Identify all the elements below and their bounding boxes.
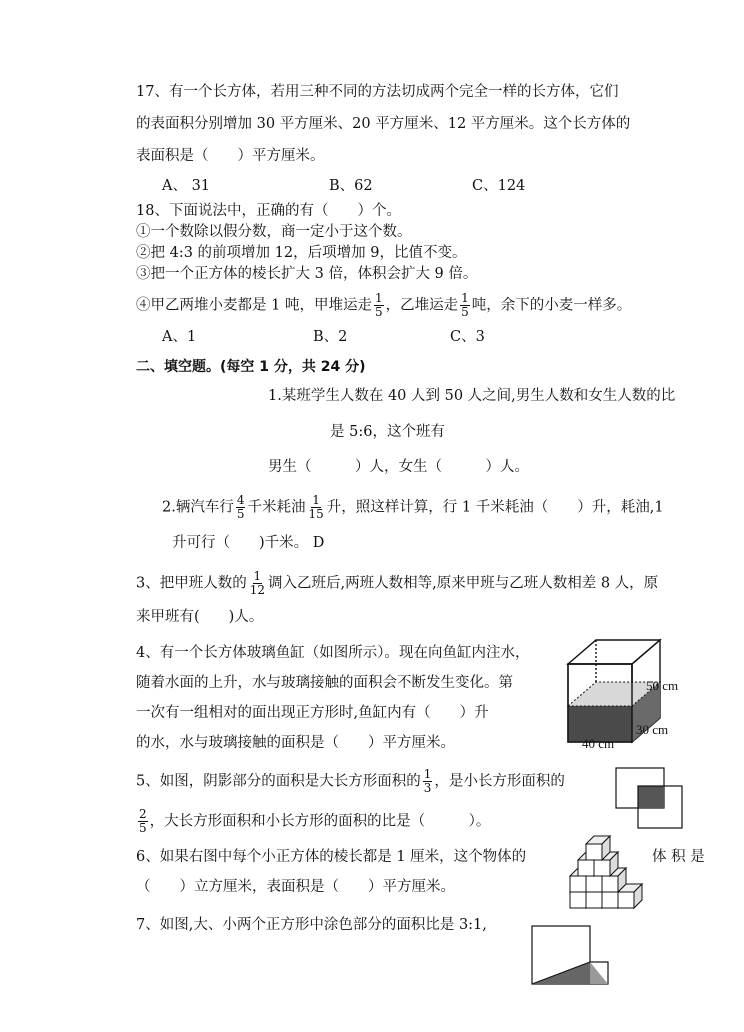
f3-text-b: 调入乙班后,两班人数相等,原来甲班与乙班人数相差 8 人，原 [268,575,659,592]
q18-statement-1: ①一个数除以假分数，商一定小于这个数。 [136,224,412,240]
f6-line1-tail: 体 积 是 [652,849,705,865]
f3-text-a: 3、把甲班人数的 [136,575,247,592]
f5-text-a: 5、如图，阴影部分的面积是大长方形面积的 [136,773,421,790]
f2-fraction-2: $\frac{1}{15}$ [308,493,324,521]
f5-fraction-1: $\frac{1}{3}$ [423,767,432,795]
f7-line1: 7、如图,大、小两个正方形中涂色部分的面积比是 3:1, [136,917,487,933]
tank-height-label: 50 cm [646,678,679,693]
cube-stack-figure [566,830,646,910]
overlapping-rectangles-figure [614,766,684,832]
f1-line3: 男生（ ）人，女生（ ）人。 [268,459,529,475]
q18-s4-text-b: ，乙堆运走 [385,297,459,314]
f5-text-c: ，大长方形面积和小长方形的面积的比是（ ）。 [149,813,491,830]
q18-option-b: B、2 [313,329,348,345]
f6-line1: 6、如果右图中每个小正方体的棱长都是 1 厘米，这个物体的 [136,849,527,865]
tank-depth-label: 30 cm [636,722,669,737]
q18-s4-fraction-2: $\frac{1}{5}$ [461,291,469,319]
q18-s4-fraction-1: $\frac{1}{5}$ [374,291,383,319]
f2-fraction-1: $\frac{4}{5}$ [236,493,245,521]
squares-figure [528,922,612,988]
f4-line1: 4、有一个长方体玻璃鱼缸（如图所示）。现在向鱼缸内注水， [136,645,530,661]
f4-line2: 随着水面的上升，水与玻璃接触的面积会不断发生变化。第 [136,675,513,691]
tank-width-label: 40 cm [582,736,615,751]
f5-line1 [136,768,565,795]
f2-text-a: 2.辆汽车行 [162,499,234,516]
q18-s4-text-a: ④甲乙两堆小麦都是 1 吨，甲堆运走 [136,297,372,314]
q18-statement-4 [136,292,631,319]
q18-statement-3: ③把一个正方体的棱长扩大 3 倍，体积会扩大 9 倍。 [136,266,478,282]
q17-line2: 的表面积分别增加 30 平方厘米、20 平方厘米、12 平方厘米。这个长方体的 [136,116,631,132]
q18-s4-text-c: 吨，余下的小麦一样多。 [471,297,632,314]
f5-text-b: ，是小长方形面积的 [434,773,565,790]
f6-line2: （ ）立方厘米，表面积是（ ）平方厘米。 [136,879,455,895]
q17-line3: 表面积是（ ）平方厘米。 [136,148,325,164]
f2-text-c: 升，照这样计算，行 1 千米耗油（ ）升，耗油,1 [326,499,664,516]
f2-line2: 升可行（ )千米。 D [172,535,325,551]
q18-line1: 18、下面说法中，正确的有（ ）个。 [136,203,401,219]
f3-line1 [136,570,658,597]
fish-tank-figure [560,632,700,752]
f4-line3: 一次有一组相对的面出现正方形时,鱼缸内有（ ）升 [136,705,489,721]
shaded-triangle-small [590,962,608,984]
q17-option-b: B、62 [329,178,373,194]
f5-fraction-2: $\frac{2}{5}$ [139,807,147,835]
f5-line2 [136,808,490,835]
f1-line2: 是 5:6，这个班有 [330,424,445,440]
q17-option-c: C、124 [472,178,526,194]
section-title: 二、填空题。(每空 1 分，共 24 分) [136,359,366,375]
shaded-overlap [638,786,664,808]
f2-line1 [162,494,664,521]
f4-line4: 的水，水与玻璃接触的面积是（ ）平方厘米。 [136,735,455,751]
q18-statement-2: ②把 4:3 的前项增加 12，后项增加 9，比值不变。 [136,245,467,261]
f1-line1: 1.某班学生人数在 40 人到 50 人之间,男生人数和女生人数的比 [268,388,676,404]
f3-line2: 来甲班有( )人。 [136,609,264,625]
f2-text-b: 千米耗油 [247,499,306,516]
q18-option-a: A、1 [162,329,197,345]
q17-option-a: A、 31 [162,178,211,194]
f3-fraction: $\frac{1}{12}$ [249,569,266,597]
q18-option-c: C、3 [450,329,485,345]
q17-line1: 17、有一个长方体，若用三种不同的方法切成两个完全一样的长方体，它们 [136,84,619,100]
